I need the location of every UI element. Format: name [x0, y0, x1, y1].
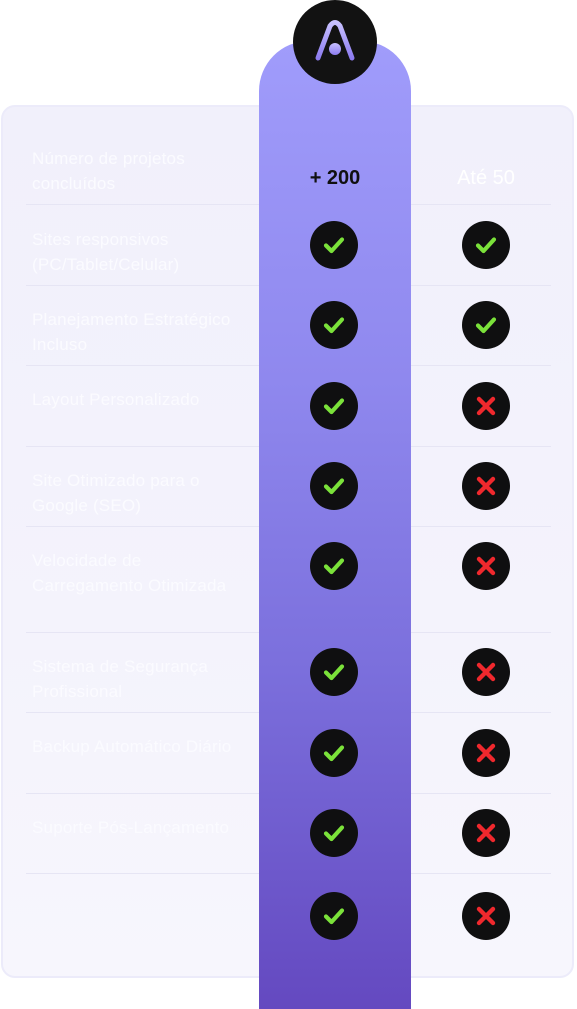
cross-icon [462, 542, 510, 590]
cross-icon [462, 382, 510, 430]
check-icon [310, 809, 358, 857]
our-plan-cell [310, 221, 358, 269]
check-icon [310, 648, 358, 696]
our-plan-cell [310, 542, 358, 590]
feature-label: Sites responsivos (PC/Tablet/Celular) [32, 230, 180, 274]
check-icon [310, 462, 358, 510]
feature-label: Suporte Pós-Lançamento [32, 818, 230, 837]
competitor-cell [462, 382, 510, 430]
cross-icon [462, 892, 510, 940]
our-plan-cell [310, 382, 358, 430]
competitor-cell [462, 462, 510, 510]
cross-icon [462, 809, 510, 857]
competitor-cell [462, 301, 510, 349]
brand-logo-mark [309, 16, 361, 68]
feature-label: Sistema de Segurança Profissional [32, 657, 208, 701]
check-icon [310, 301, 358, 349]
brand-logo-icon [293, 0, 377, 84]
competitor-cell [462, 542, 510, 590]
our-plan-cell [310, 729, 358, 777]
cross-icon [462, 648, 510, 696]
check-icon [310, 221, 358, 269]
competitor-cell [462, 809, 510, 857]
feature-label: Velocidade de Carregamento Otimizada [32, 551, 227, 595]
cross-icon [462, 729, 510, 777]
our-projects-count: + 200 [309, 167, 361, 189]
check-icon [310, 382, 358, 430]
our-plan-cell [310, 809, 358, 857]
competitor-cell [462, 648, 510, 696]
our-plan-cell [310, 301, 358, 349]
check-icon [310, 542, 358, 590]
our-plan-cell [310, 892, 358, 940]
feature-label: Planejamento Estratégico Incluso [32, 310, 231, 354]
cross-icon [462, 462, 510, 510]
our-plan-cell [310, 648, 358, 696]
check-icon [462, 301, 510, 349]
competitor-cell [462, 729, 510, 777]
feature-label: Site Otimizado para o Google (SEO) [32, 471, 200, 515]
competitor-projects-count: Até 50 [457, 167, 515, 189]
feature-label: Backup Automático Diário [32, 737, 232, 756]
check-icon [310, 892, 358, 940]
competitor-cell [462, 892, 510, 940]
feature-label: Número de projetos concluídos [32, 149, 185, 193]
feature-label: Layout Personalizado [32, 390, 200, 409]
competitor-cell [462, 221, 510, 269]
our-plan-cell [310, 462, 358, 510]
check-icon [462, 221, 510, 269]
check-icon [310, 729, 358, 777]
